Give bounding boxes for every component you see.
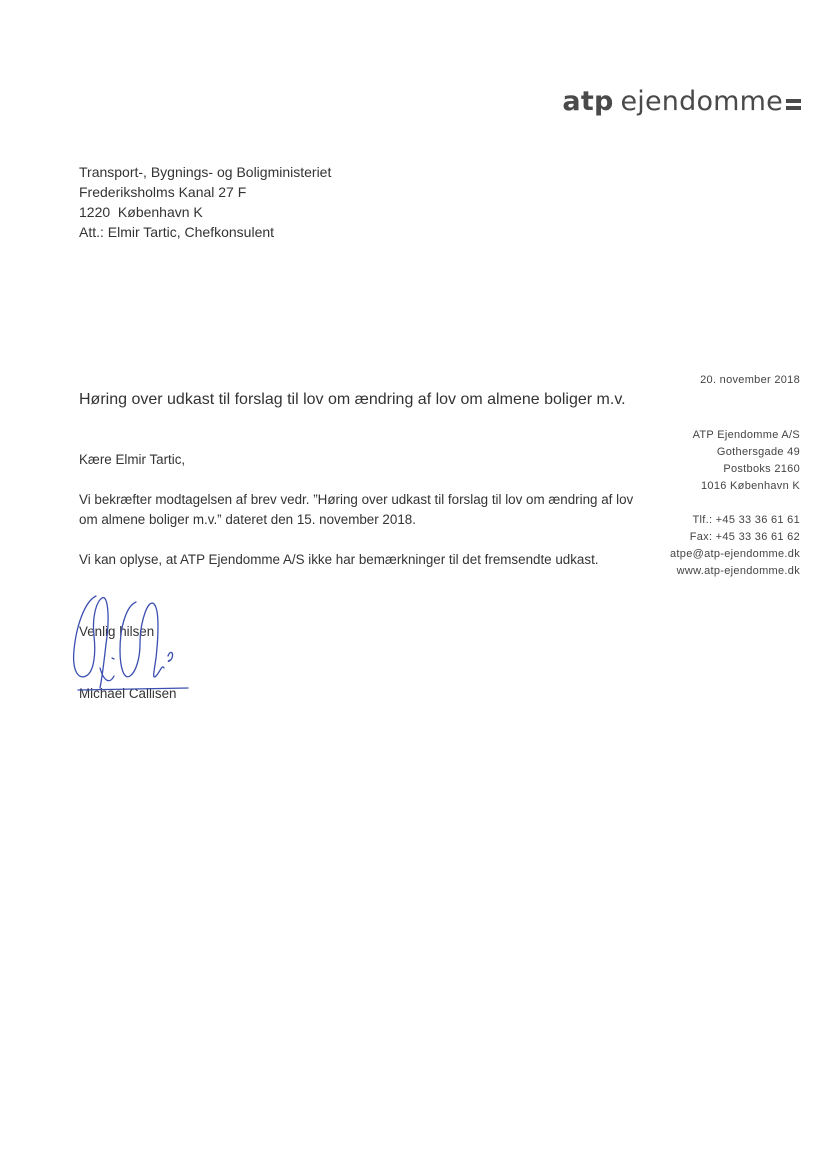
recipient-line: 1220 København K — [79, 204, 203, 220]
recipient-line: Transport-, Bygnings- og Boligministeriet — [79, 164, 332, 180]
logo-ejendomme: ejendomme — [620, 86, 783, 117]
recipient-address — [79, 162, 331, 242]
sender-city: 1016 København K — [701, 480, 800, 492]
letter-subject: Høring over udkast til forslag til lov om ændring af lov om almene boliger m.v. — [79, 391, 626, 408]
recipient-line: Frederiksholms Kanal 27 F — [79, 184, 247, 200]
sender-info — [670, 427, 800, 580]
recipient-line: Att.: Elmir Tartic, Chefkonsulent — [79, 224, 275, 240]
sender-company: ATP Ejendomme A/S — [692, 429, 800, 441]
sender-pobox: Postboks 2160 — [723, 463, 800, 475]
sender-email: atpe@atp-ejendomme.dk — [670, 548, 800, 560]
sender-fax: Fax: +45 33 36 61 62 — [689, 531, 800, 543]
logo-equals-mark — [786, 97, 801, 111]
paragraph-1: Vi bekræfter modtagelsen af brev vedr. ”Høring over udkast til forslag til lov om ændring af lov om almene boliger m.v.” dateret den 15. november 2018. — [79, 492, 634, 527]
logo-atp: atp — [562, 86, 614, 117]
company-logo — [562, 88, 801, 115]
closing: Venlig hilsen — [79, 624, 155, 639]
signer-name: Michael Callisen — [79, 686, 177, 701]
sender-street: Gothersgade 49 — [716, 446, 800, 458]
handwritten-signature — [66, 588, 206, 708]
letter-date: 20. november 2018 — [700, 374, 800, 386]
salutation: Kære Elmir Tartic, — [79, 452, 186, 467]
sender-phone: Tlf.: +45 33 36 61 61 — [692, 514, 800, 526]
paragraph-2: Vi kan oplyse, at ATP Ejendomme A/S ikke har bemærkninger til det fremsendte udkast. — [79, 552, 599, 567]
sender-web: www.atp-ejendomme.dk — [676, 565, 800, 577]
letter-body — [79, 450, 654, 590]
